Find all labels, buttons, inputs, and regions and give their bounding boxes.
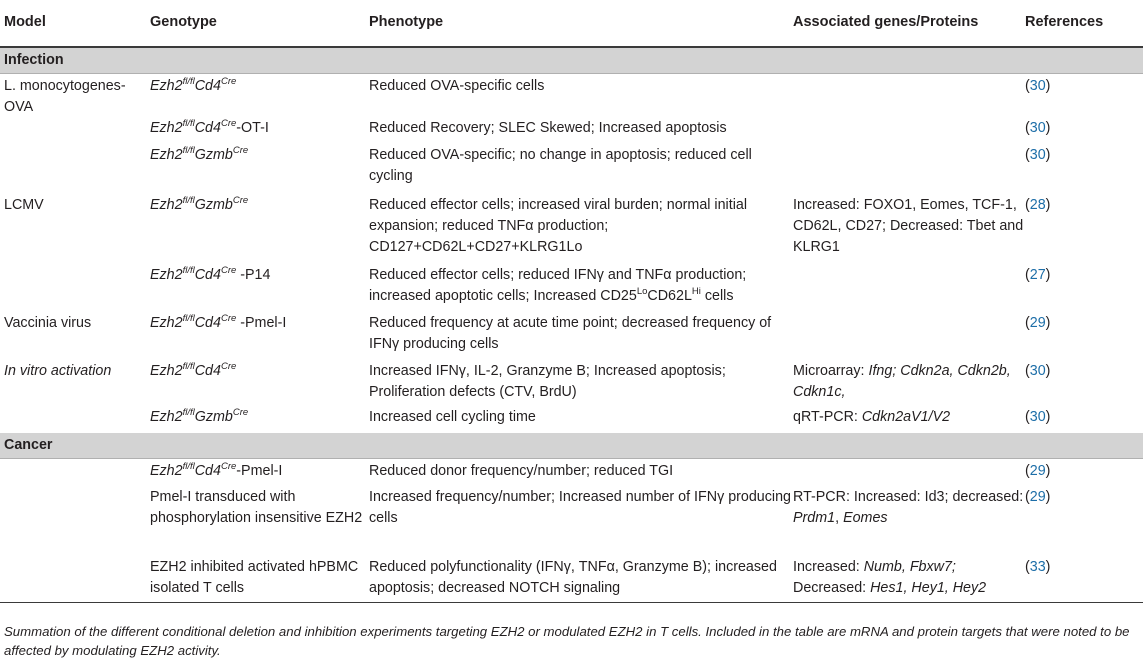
cell-reference: (28) [1025,197,1051,213]
cell-genotype: $Ezh2^{fl/fl}Gzmb^{Cre}$ [150,195,249,213]
cell-genotype: EZH2 inhibited activated hPBMC isolated T cells [150,557,369,603]
cell-model [0,118,150,143]
cell-model [0,407,150,433]
cell-genotype: $Ezh2^{fl/fl}Gzmb^{Cre}$ [150,407,249,425]
header-row [0,0,1143,47]
cell-genotype: $Ezh2^{fl/fl}Gzmb^{Cre}$ [150,145,249,163]
cell-reference: (30) [1025,363,1051,379]
cell-phenotype: Increased IFNγ, IL-2, Granzyme B; Increased apoptosis; Proliferation defects (CTV, BrdU) [369,363,726,400]
cell-genotype: $Ezh2^{fl/fl}Cd4^{Cre}$ -P14 [150,265,271,283]
cell-reference: (29) [1025,463,1051,479]
cell-phenotype: Reduced effector cells; increased viral burden; normal initial expansion; reduced TNFα production; CD127+CD62L+CD27+KLRG1Lo [369,197,748,255]
cell-model: L. monocytogenes-OVA [4,78,126,115]
cell-model [0,459,150,487]
table-row [0,193,1143,263]
section-infection [0,47,1143,74]
cell-model [0,557,150,603]
cell-phenotype: Reduced OVA-specific; no change in apoptosis; reduced cell cycling [369,147,752,184]
cell-genotype: $Ezh2^{fl/fl}Cd4^{Cre}$ [150,361,237,379]
table-row [0,311,1143,359]
header-phenotype: Phenotype [369,0,793,47]
cell-phenotype: Reduced frequency at acute time point; decreased frequency of IFNγ producing cells [369,315,772,352]
cell-reference: (30) [1025,147,1051,163]
cell-genes [793,311,1025,359]
table-row [0,74,1143,119]
cell-model: Vaccinia virus [4,315,92,331]
cell-genes: qRT-PCR: Cdkn2aV1/V2 [793,409,951,425]
cell-genes [793,118,1025,143]
cell-reference: (30) [1025,409,1051,425]
cell-model: LCMV [4,197,44,213]
cell-genes [793,263,1025,311]
table-row [0,487,1143,557]
header-genotype: Genotype [150,0,369,47]
cell-genotype: $Ezh2^{fl/fl}Cd4^{Cre}$ -Pmel-I [150,313,287,331]
cell-phenotype: Reduced OVA-specific cells [369,78,545,94]
table-row [0,143,1143,193]
cell-phenotype: Reduced polyfunctionality (IFNγ, TNFα, Granzyme B); increased apoptosis; decreased NOTCH signaling [369,557,793,603]
table-row [0,263,1143,311]
cell-reference: (33) [1025,557,1143,603]
header-genes: Associated genes/Proteins [793,0,1025,47]
cell-genes [793,459,1025,487]
cell-phenotype: Increased frequency/number; Increased number of IFNγ producing cells [369,488,791,526]
cell-model [0,487,150,557]
table-caption: Summation of the different conditional deletion and inhibition experiments targeting EZH2 or modulated EZH2 in T cells. Included in the table are mRNA and protein targets that were noted to be affected by modulating EZH2 activity. [4,624,1130,658]
section-label: Cancer [0,433,1143,459]
cell-genes: Increased: Numb, Fbxw7; Decreased: Hes1, Hey1, Hey2 [793,557,1025,603]
cell-genotype: Pmel-I transduced with phosphorylation insensitive EZH2 [150,488,363,526]
table-row [0,557,1143,603]
cell-reference: (29) [1025,488,1051,505]
cell-reference: (27) [1025,267,1051,283]
table-row [0,407,1143,433]
cell-phenotype: Reduced donor frequency/number; reduced TGI [369,463,674,479]
cell-reference: (30) [1025,78,1051,94]
cell-genotype: $Ezh2^{fl/fl}Cd4^{Cre}$ [150,76,237,94]
cell-phenotype: Increased cell cycling time [369,409,536,425]
table-row [0,459,1143,487]
cell-reference: (29) [1025,315,1051,331]
cell-genes [793,143,1025,193]
cell-genes: Microarray: Ifng; Cdkn2a, Cdkn2b, Cdkn1c, [793,363,1011,400]
cell-genotype: $Ezh2^{fl/fl}Cd4^{Cre}-Pmel-I$ [150,461,283,479]
section-cancer [0,433,1143,459]
cell-model [0,143,150,193]
header-references: References [1025,0,1143,47]
cell-genes: RT-PCR: Increased: Id3; decreased: Prdm1, Eomes [793,488,1024,526]
header-model: Model [0,0,150,47]
table-row [0,118,1143,143]
table-row [0,359,1143,407]
cell-genotype: $Ezh2^{fl/fl}Cd4^{Cre}-OT-I$ [150,118,269,136]
cell-phenotype: Reduced effector cells; reduced IFNγ and TNFα production; increased apoptotic cells; Increased $CD25^{Lo}CD62L^{Hi}$ cells [369,267,747,304]
cell-model: In vitro activation [4,363,112,379]
cell-phenotype: Reduced Recovery; SLEC Skewed; Increased apoptosis [369,120,727,136]
cell-model [0,263,150,311]
section-label: Infection [0,47,1143,74]
cell-reference: (30) [1025,120,1051,136]
cell-genes [793,74,1025,119]
cell-genes: Increased: FOXO1, Eomes, TCF-1, CD62L, CD27; Decreased: Tbet and KLRG1 [793,197,1024,255]
